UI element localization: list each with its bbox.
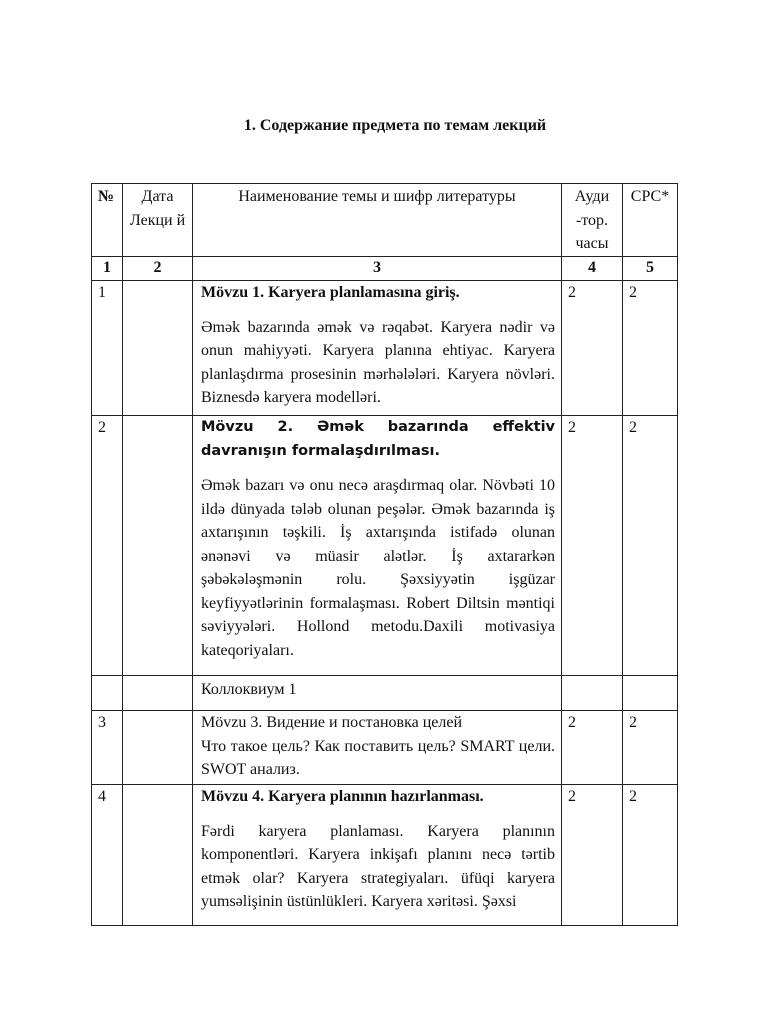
topic-description: Əmək bazarı və onu necə araşdırmaq olar. Növbəti 10 ildə dünyada tələb olunan peşələr. Əmək bazarında iş axtarışının təşkili. İş axtarışında istifadə olunan ənənəvi və müasir alətlər. İş axtararkən şəbəkələşmənin rolu. Şəxsiyyətin işgüzar keyfiyyətlərinin formalaşması. Robert Diltsin məntiqi səviyyələri. Hollond metodu.Daxili motivasiya kateqoriyaları.	[201, 477, 555, 659]
lecture-date	[123, 281, 193, 416]
table-row	[92, 281, 678, 416]
auditorium-hours: 2	[562, 711, 623, 785]
lecture-date	[123, 416, 193, 676]
srs-hours: 2	[623, 711, 678, 785]
lecture-date	[123, 676, 193, 711]
topic-cell	[193, 416, 562, 676]
topic-cell	[193, 785, 562, 926]
table-header-row	[92, 184, 678, 257]
col-number: 1	[92, 257, 123, 281]
auditorium-hours: 2	[562, 785, 623, 926]
srs-hours	[623, 676, 678, 711]
topic-description: Что такое цель? Как поставить цель? SMART цели. SWOT анализ.	[201, 737, 555, 778]
topic-cell	[193, 711, 562, 785]
table-row	[92, 711, 678, 785]
auditorium-hours: 2	[562, 281, 623, 416]
topic-title: Mövzu 2. Əmək bazarında effektiv davranışın formalaşdırılması.	[201, 419, 555, 459]
topic-title: Mövzu 4. Karyera planının hazırlanması.	[201, 788, 484, 805]
col-number: 3	[193, 257, 562, 281]
topic-cell	[193, 281, 562, 416]
topic-title: Mövzu 1. Karyera planlamasına giriş.	[201, 284, 460, 301]
header-srs: СРС*	[623, 184, 678, 257]
col-number: 4	[562, 257, 623, 281]
row-number: 1	[92, 281, 123, 416]
table-row	[92, 676, 678, 711]
topic-description: Fərdi karyera planlaması. Karyera planının komponentləri. Karyera inkişafı planını necə tərtib etmək olar? Karyera strategiyaları. üfüqi karyera yumsəlişinin üstünlükleri. Karyera xəritəsi. Şəxsi	[201, 822, 555, 910]
lecture-topics-table	[91, 183, 678, 926]
colloquium-label: Коллоквиум 1	[193, 676, 562, 711]
auditorium-hours: 2	[562, 416, 623, 676]
srs-hours: 2	[623, 281, 678, 416]
header-topic: Наименование темы и шифр литературы	[193, 184, 562, 257]
srs-hours: 2	[623, 785, 678, 926]
header-hours: Ауди -тор. часы	[562, 184, 623, 257]
row-number	[92, 676, 123, 711]
col-number: 2	[123, 257, 193, 281]
lecture-date	[123, 711, 193, 785]
col-number: 5	[623, 257, 678, 281]
table-row	[92, 416, 678, 676]
lecture-date	[123, 785, 193, 926]
column-number-row	[92, 257, 678, 281]
row-number: 4	[92, 785, 123, 926]
auditorium-hours	[562, 676, 623, 711]
srs-hours: 2	[623, 416, 678, 676]
topic-title: Mövzu 3. Видение и постановка целей	[201, 714, 463, 731]
header-num: №	[92, 184, 123, 257]
row-number: 3	[92, 711, 123, 785]
row-number: 2	[92, 416, 123, 676]
header-date: Дата Лекци й	[123, 184, 193, 257]
topic-description: Əmək bazarında əmək və rəqabət. Karyera nədir və onun mahiyyəti. Karyera planına ehtiyac. Karyera planlaşdırma prosesinin mərhələləri. Karyera növləri. Biznesdə karyera modelləri.	[201, 318, 555, 406]
table-row	[92, 785, 678, 926]
section-title: 1. Содержание предмета по темам лекций	[243, 117, 547, 134]
